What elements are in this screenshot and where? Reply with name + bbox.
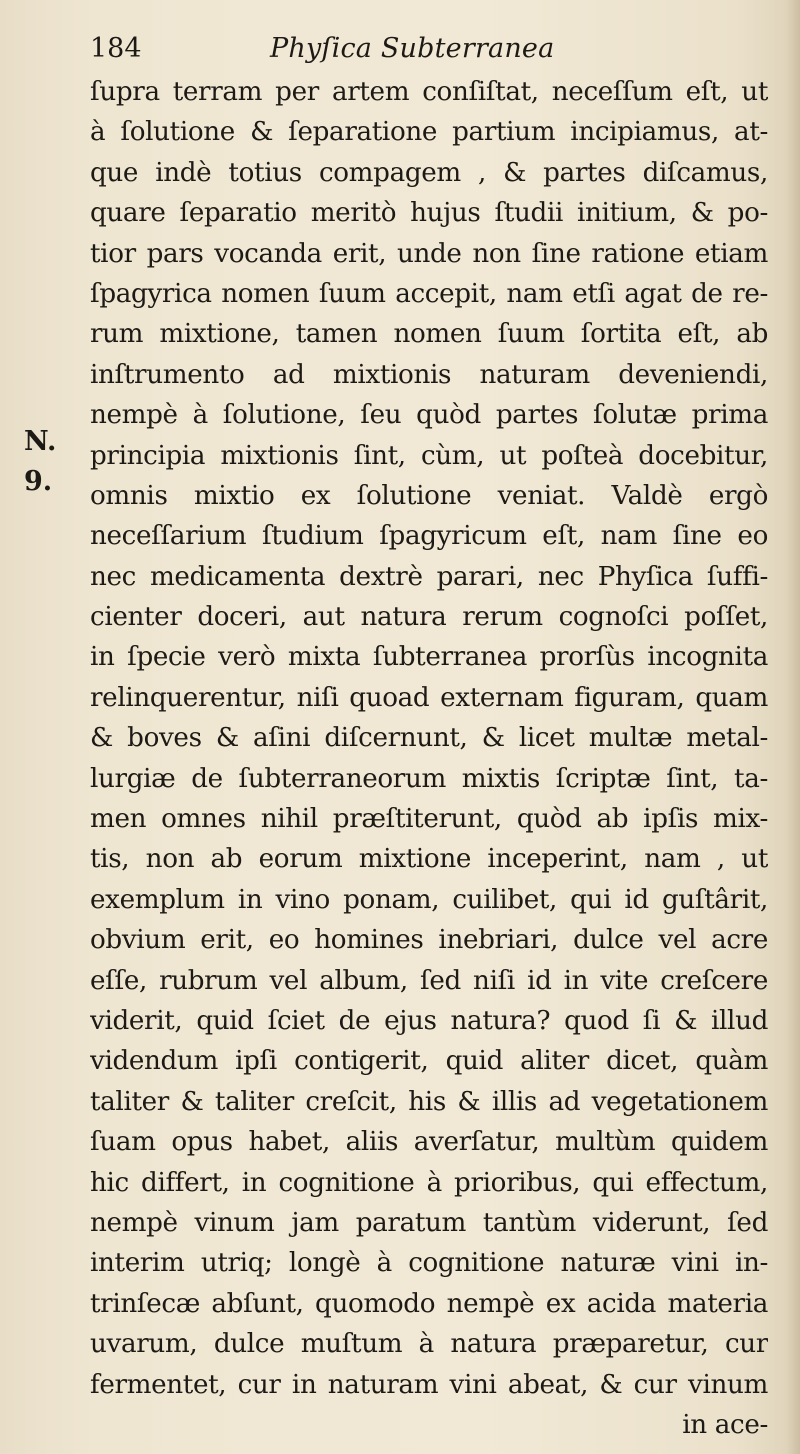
text-line: taliter & taliter creſcit, his & illis ad vegetationem <box>90 1086 768 1117</box>
text-line: tior pars vocanda erit, unde non ſine ratione etiam <box>90 238 768 269</box>
page-number: 184 <box>90 33 142 64</box>
text-line: & boves & aſini diſcernunt, & licet multæ metal- <box>90 723 768 754</box>
text-line: in ſpecie verò mixta ſubterranea prorſùs incognita <box>90 642 768 673</box>
text-line: viderit, quid ſciet de ejus natura? quod ſi & illud <box>90 1005 768 1036</box>
text-line: ſpagyrica nomen ſuum accepit, nam etſi agat de re- <box>90 278 768 309</box>
text-line: videndum ipſi contigerit, quid aliter dicet, quàm <box>90 1046 768 1077</box>
text-line: men omnes nihil præſtiterunt, quòd ab ipſis mix- <box>90 804 768 835</box>
text-line: fermentet, cur in naturam vini abeat, & cur vinum <box>90 1369 768 1400</box>
text-line: rum mixtione, tamen nomen ſuum ſortita eſt, ab <box>90 319 768 350</box>
text-line: principia mixtionis ſint, cùm, ut poſteà docebitur, <box>90 440 768 471</box>
margin-note: N. <box>24 426 57 457</box>
text-line: nempè à ſolutione, ſeu quòd partes ſolutæ prima <box>90 400 768 431</box>
text-line: tis, non ab eorum mixtione inceperint, nam , ut <box>90 844 768 875</box>
catchword-line: in ace- <box>682 1409 768 1440</box>
text-line: à ſolutione & ſeparatione partium incipiamus, at- <box>90 117 768 148</box>
page-header <box>90 28 730 70</box>
text-line: eſſe, rubrum vel album, ſed niſi id in vite creſcere <box>90 965 768 996</box>
text-line: exemplum in vino ponam, cuilibet, qui id guſtârit, <box>90 884 768 915</box>
text-line: neceſſarium ſtudium ſpagyricum eſt, nam ſine eo <box>90 521 768 552</box>
text-line: trinſecæ abſunt, quomodo nempè ex acida materia <box>90 1288 768 1319</box>
text-line: ſupra terram per artem conſiſtat, neceſſum eſt, ut <box>90 77 768 107</box>
body-text <box>90 72 768 1445</box>
text-line: inſtrumento ad mixtionis naturam deveniendi, <box>90 359 768 390</box>
text-line: hic differt, in cognitione à prioribus, qui effectum, <box>90 1167 768 1198</box>
text-line: nec medicamenta dextrè parari, nec Phyſica ſuffi- <box>90 561 768 592</box>
text-line: omnis mixtio ex ſolutione veniat. Valdè ergò <box>90 480 768 511</box>
text-line: quare ſeparatio meritò hujus ſtudii initium, & po- <box>90 198 768 229</box>
text-line: que indè totius compagem , & partes diſcamus, <box>90 157 768 188</box>
running-title: Phyſica Subterranea <box>270 33 555 64</box>
text-line: nempè vinum jam paratum tantùm viderunt, ſed <box>90 1207 768 1238</box>
text-line: relinquerentur, niſi quoad externam figuram, quam <box>90 682 768 713</box>
margin-note: 9. <box>24 466 53 497</box>
text-line: cienter doceri, aut natura rerum cognoſci poſſet, <box>90 602 768 633</box>
text-line: ſuam opus habet, aliis averſatur, multùm quidem <box>90 1127 768 1158</box>
page-edge-shadow <box>786 0 800 1454</box>
margin-notes <box>0 0 80 1454</box>
text-line: obvium erit, eo homines inebriari, dulce vel acre <box>90 925 768 956</box>
text-line: lurgiæ de ſubterraneorum mixtis ſcriptæ ſint, ta- <box>90 763 768 794</box>
text-line: uvarum, dulce muſtum à natura præparetur, cur <box>90 1329 768 1360</box>
text-line: interim utriq; longè à cognitione naturæ vini in- <box>90 1248 768 1279</box>
